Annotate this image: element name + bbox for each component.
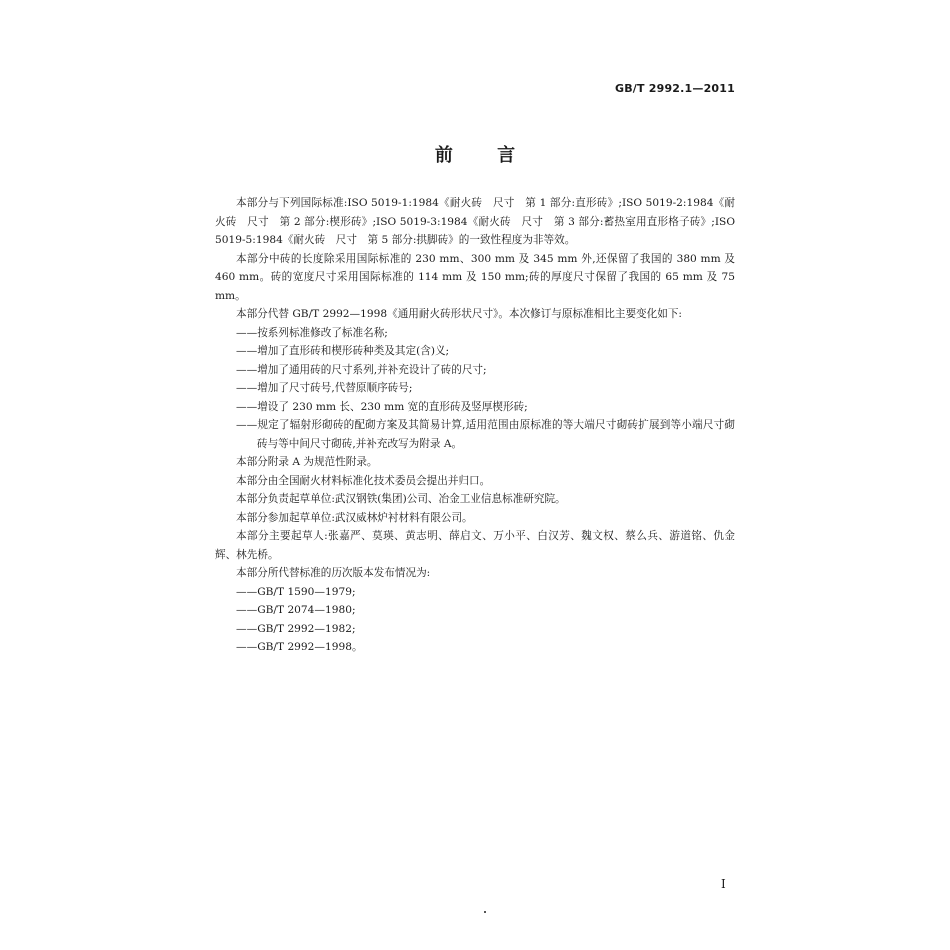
history-item: ——GB/T 2074—1980; <box>236 604 356 616</box>
history-item: ——GB/T 1590—1979; <box>236 585 356 598</box>
change-item: ——增加了尺寸砖号,代替原顺序砖号; <box>236 382 413 394</box>
change-item: ——规定了辐射形砌砖的配砌方案及其简易计算,适用范围由原标准的等大端尺寸砌砖扩展到等小端尺寸砌砖与等中间尺寸砌砖,并补充改写为附录 A。 <box>236 419 735 450</box>
page-number: I <box>721 877 726 891</box>
paragraph-history-intro: 本部分所代替标准的历次版本发布情况为: <box>236 567 431 579</box>
paragraph-brick-dimensions: 本部分中砖的长度除采用国际标准的 230 mm、300 mm 及 345 mm 外,还保留了我国的 380 mm 及 460 mm。砖的宽度尺寸采用国际标准的 114 mm 及 150 mm;砖的厚度尺寸保留了我国的 65 mm 及 75 mm。 <box>215 252 735 302</box>
paragraph-proposer: 本部分由全国耐火材料标准化技术委员会提出并归口。 <box>236 474 491 487</box>
change-item: ——增加了直形砖和楔形砖种类及其定(含)义; <box>236 345 450 357</box>
history-item: ——GB/T 2992—1998。 <box>236 641 363 653</box>
change-item: ——增加了通用砖的尺寸系列,并补充设计了砖的尺寸; <box>236 363 487 376</box>
change-item: ——增设了 230 mm 长、230 mm 宽的直形砖及竖厚楔形砖; <box>236 400 528 413</box>
paragraph-international-standards: 本部分与下列国际标准:ISO 5019-1:1984《耐火砖 尺寸 第 1 部分:直形砖》;ISO 5019-2:1984《耐火砖 尺寸 第 2 部分:楔形砖》;ISO 5019-3:1984《耐火砖 尺寸 第 3 部分:蓄热室用直形格子砖》;ISO 5019-5:1984《耐火砖 尺寸 第 5 部分:拱脚砖》的一致性程度为非等效。 <box>215 197 735 246</box>
page-title: 前 言 <box>434 145 516 166</box>
paragraph-drafters: 本部分主要起草人:张嘉严、莫瑛、黄志明、薛启文、万小平、白汉芳、魏文权、蔡么兵、游道铭、仇金辉、林先桥。 <box>215 530 735 561</box>
paragraph-participating-unit: 本部分参加起草单位:武汉威林炉衬材料有限公司。 <box>236 511 473 524</box>
paragraph-annex: 本部分附录 A 为规范性附录。 <box>236 456 378 468</box>
change-item: ——按系列标准修改了标准名称; <box>236 326 388 339</box>
paragraph-drafting-unit: 本部分负责起草单位:武汉钢铁(集团)公司、冶金工业信息标准研究院。 <box>236 493 566 505</box>
paragraph-replaces: 本部分代替 GB/T 2992—1998《通用耐火砖形状尺寸》。本次修订与原标准相比主要变化如下: <box>236 308 682 320</box>
scan-speck <box>484 911 486 913</box>
foreword-body <box>215 194 735 657</box>
history-item: ——GB/T 2992—1982; <box>236 622 356 635</box>
standard-number: GB/T 2992.1—2011 <box>614 82 735 95</box>
